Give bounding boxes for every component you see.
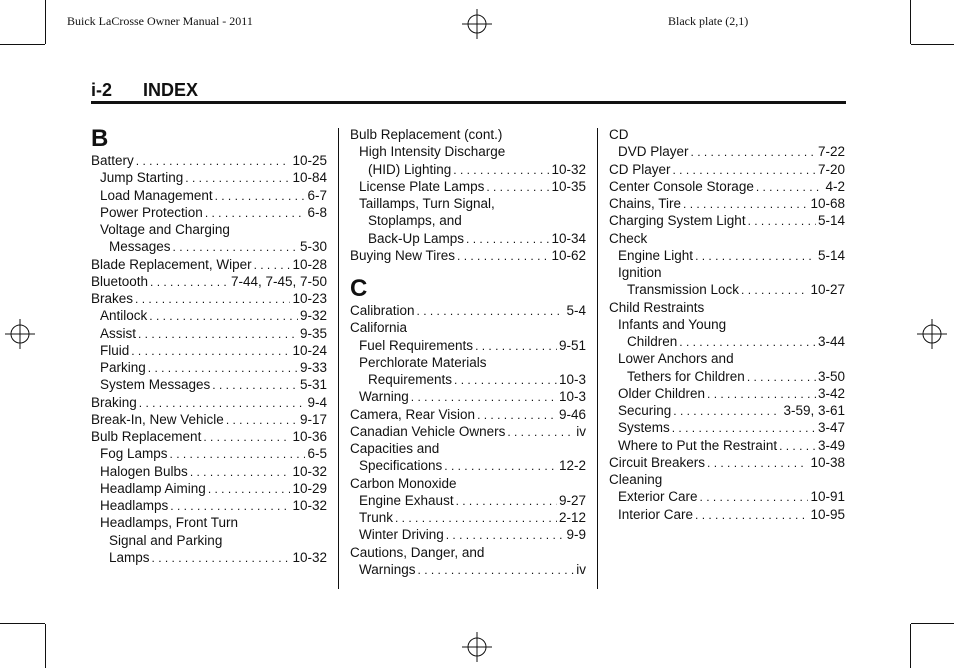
- index-page-ref: 10-25: [292, 153, 327, 168]
- index-term: Ignition: [618, 265, 662, 280]
- index-letter: C: [350, 275, 368, 302]
- index-term: Older Children: [618, 385, 706, 401]
- index-entry: [609, 299, 845, 316]
- dot-leader: [185, 170, 290, 187]
- index-entry: [350, 178, 586, 195]
- index-page-ref: 10-84: [292, 170, 327, 186]
- index-term: Headlamps: [100, 498, 169, 513]
- index-entry: [91, 394, 327, 411]
- index-term: Carbon Monoxide: [350, 475, 457, 491]
- index-page-ref: 10-23: [292, 291, 327, 306]
- dot-leader: [695, 248, 816, 265]
- index-entry: [350, 406, 586, 423]
- index-entry: [91, 342, 327, 359]
- index-entry: [350, 457, 586, 474]
- dot-leader: [477, 407, 557, 424]
- crop-mark: [45, 624, 46, 668]
- index-term: Taillamps, Turn Signal,: [359, 196, 495, 211]
- index-entry: [91, 290, 327, 307]
- index-term: System Messages: [100, 377, 211, 393]
- dot-leader: [215, 188, 306, 205]
- index-entry: [91, 307, 327, 324]
- dot-leader: [446, 527, 565, 544]
- dot-leader: [173, 239, 298, 256]
- index-entry: [350, 143, 586, 160]
- index-entry: [91, 238, 327, 255]
- index-term: Cleaning: [609, 472, 663, 487]
- index-entry: [91, 463, 327, 480]
- index-entry: [91, 273, 327, 290]
- index-page-ref: 10-32: [292, 498, 327, 513]
- index-entry: [609, 437, 845, 454]
- index-column-1: [91, 126, 327, 566]
- index-page-ref: 7-44, 7-45, 7-50: [230, 273, 327, 289]
- index-term: Antilock: [100, 308, 148, 324]
- index-entry: [609, 212, 845, 229]
- dot-leader: [756, 179, 824, 196]
- index-term: Infants and Young: [618, 316, 727, 332]
- index-entry: [609, 368, 845, 385]
- index-term: Fluid: [100, 342, 130, 358]
- column-divider: [597, 128, 598, 589]
- index-page-ref: 9-9: [566, 527, 586, 543]
- index-term: Break-In, New Vehicle: [91, 411, 224, 427]
- index-term: Assist: [100, 325, 137, 341]
- dot-leader: [453, 162, 549, 179]
- dot-leader: [208, 481, 291, 498]
- index-term: Load Management: [100, 187, 213, 203]
- index-page-ref: 10-32: [551, 161, 586, 177]
- index-entry: [609, 281, 845, 298]
- dot-leader: [779, 438, 816, 455]
- index-term: Back-Up Lamps: [368, 230, 465, 246]
- index-term: License Plate Lamps: [359, 178, 485, 194]
- index-entry: [91, 359, 327, 376]
- index-term: Camera, Rear Vision: [350, 406, 476, 422]
- index-term: Cautions, Danger, and: [350, 544, 485, 560]
- index-entry: [91, 169, 327, 186]
- dot-leader: [486, 179, 549, 196]
- dot-leader: [444, 458, 557, 475]
- dot-leader: [170, 498, 290, 515]
- index-entry: [609, 488, 845, 505]
- index-page-ref: 10-68: [810, 196, 845, 211]
- crop-mark: [0, 623, 45, 624]
- dot-leader: [466, 231, 549, 248]
- dot-leader: [673, 403, 781, 420]
- index-page-ref: 10-32: [292, 463, 327, 479]
- index-letter: B: [91, 125, 109, 152]
- index-term: Capacities and: [350, 441, 440, 456]
- index-entry: [91, 480, 327, 497]
- index-term: Children: [627, 334, 678, 349]
- index-page-ref: 3-42: [817, 385, 845, 401]
- dot-leader: [205, 205, 306, 222]
- index-page-ref: 12-2: [558, 458, 586, 474]
- index-page-ref: 10-28: [292, 256, 327, 272]
- crop-mark: [910, 624, 911, 668]
- dot-leader: [411, 389, 557, 406]
- dot-leader: [395, 510, 557, 527]
- dot-leader: [507, 424, 574, 441]
- dot-leader: [747, 369, 816, 386]
- index-entry: [91, 187, 327, 204]
- index-page-ref: 2-12: [558, 510, 586, 525]
- index-term: Systems: [618, 420, 670, 436]
- index-entry: [609, 385, 845, 402]
- index-page-ref: 3-50: [817, 368, 845, 384]
- index-page-ref: 7-20: [817, 161, 845, 177]
- index-term: Chains, Tire: [609, 196, 682, 211]
- index-page-ref: 9-51: [558, 337, 586, 353]
- dot-leader: [131, 343, 290, 360]
- index-entry: [91, 325, 327, 342]
- registration-mark-icon: [5, 319, 35, 349]
- index-term: Battery: [91, 153, 134, 168]
- index-entry: [609, 471, 845, 488]
- dot-leader: [135, 291, 290, 308]
- dot-leader: [149, 308, 298, 325]
- index-entry: [609, 247, 845, 264]
- index-term: Headlamps, Front Turn: [100, 515, 239, 531]
- dot-leader: [672, 420, 816, 437]
- dot-leader: [418, 562, 575, 579]
- index-term: Engine Light: [618, 247, 694, 263]
- index-term: Lamps: [109, 549, 150, 565]
- dot-leader: [683, 196, 808, 213]
- index-term: Canadian Vehicle Owners: [350, 423, 506, 439]
- crop-mark: [910, 0, 911, 44]
- index-page-ref: 5-14: [817, 247, 845, 263]
- index-entry: [350, 230, 586, 247]
- index-term: Warnings: [359, 561, 416, 577]
- index-term: (HID) Lighting: [368, 161, 452, 177]
- index-entry: [609, 350, 845, 367]
- registration-mark-icon: [462, 632, 492, 662]
- index-page-ref: 9-32: [299, 308, 327, 324]
- index-page-ref: 5-31: [299, 377, 327, 393]
- index-column-2: [350, 126, 586, 578]
- index-entry: [91, 532, 327, 549]
- index-page-ref: 3-44: [817, 334, 845, 349]
- index-entry: [609, 143, 845, 160]
- index-page-ref: 6-8: [307, 204, 327, 220]
- index-entry: [609, 126, 845, 143]
- registration-mark-icon: [917, 319, 947, 349]
- dot-leader: [417, 303, 565, 320]
- index-page-ref: 10-3: [558, 372, 586, 387]
- index-page-ref: 6-7: [307, 187, 327, 203]
- index-entry: [350, 337, 586, 354]
- dot-leader: [673, 162, 816, 179]
- dot-leader: [203, 429, 290, 446]
- index-term: Requirements: [368, 372, 453, 387]
- dot-leader: [695, 507, 808, 524]
- index-page-ref: 3-47: [817, 420, 845, 436]
- index-page-ref: 7-22: [817, 144, 845, 160]
- index-entry: [350, 212, 586, 229]
- index-page-ref: 5-14: [817, 213, 845, 229]
- dot-leader: [170, 446, 306, 463]
- index-term: Jump Starting: [100, 170, 184, 186]
- index-term: CD Player: [609, 161, 671, 177]
- dot-leader: [152, 550, 291, 567]
- dot-leader: [148, 360, 298, 377]
- index-page-ref: 10-36: [292, 429, 327, 444]
- dot-leader: [691, 144, 816, 161]
- index-entry: [91, 256, 327, 273]
- index-page-ref: 10-3: [558, 389, 586, 405]
- index-term: Perchlorate Materials: [359, 354, 487, 370]
- index-page-ref: 10-27: [810, 282, 845, 298]
- index-page-ref: 9-33: [299, 360, 327, 375]
- index-entry: [609, 454, 845, 471]
- index-term: Circuit Breakers: [609, 454, 706, 470]
- registration-mark-icon: [462, 9, 492, 39]
- index-entry: [350, 161, 586, 178]
- column-divider: [338, 128, 339, 589]
- index-page-ref: 9-35: [299, 325, 327, 341]
- index-term: Brakes: [91, 291, 134, 306]
- index-page-ref: iv: [576, 423, 586, 439]
- index-term: Winter Driving: [359, 527, 444, 543]
- dot-leader: [748, 213, 816, 230]
- dot-leader: [212, 377, 298, 394]
- index-term: Headlamp Aiming: [100, 480, 206, 496]
- index-entry: [91, 411, 327, 428]
- running-header-plate: Black plate (2,1): [668, 14, 749, 28]
- index-entry: [350, 526, 586, 543]
- index-entry: [350, 126, 586, 143]
- index-page-ref: 10-95: [810, 506, 845, 522]
- index-term: Child Restraints: [609, 299, 705, 315]
- index-entry: [91, 152, 327, 169]
- dot-leader: [707, 386, 816, 403]
- index-entry: [350, 509, 586, 526]
- index-page-ref: 9-27: [558, 492, 586, 508]
- index-term: Specifications: [359, 458, 443, 474]
- index-term: DVD Player: [618, 144, 689, 160]
- index-entry: [91, 497, 327, 514]
- dot-leader: [700, 489, 809, 506]
- index-term: Charging System Light: [609, 213, 746, 229]
- index-page-ref: iv: [576, 561, 586, 577]
- index-term: Check: [609, 230, 648, 246]
- dot-leader: [475, 338, 557, 355]
- index-term: Fuel Requirements: [359, 337, 474, 353]
- index-entry: [609, 402, 845, 419]
- index-term: Parking: [100, 360, 146, 375]
- dot-leader: [456, 493, 557, 510]
- index-entry: [91, 428, 327, 445]
- dot-leader: [457, 248, 549, 265]
- index-term: California: [350, 320, 408, 336]
- index-entry: [350, 544, 586, 561]
- index-page-ref: 9-17: [299, 411, 327, 427]
- index-term: Calibration: [350, 303, 415, 318]
- index-entry: [91, 445, 327, 462]
- index-entry: [609, 333, 845, 350]
- index-page-ref: 4-2: [825, 178, 845, 194]
- index-term: Securing: [618, 403, 672, 418]
- index-term: Power Protection: [100, 204, 203, 220]
- index-entry: [609, 195, 845, 212]
- crop-mark: [911, 44, 954, 45]
- dot-leader: [150, 274, 229, 291]
- index-page-ref: 10-24: [292, 342, 327, 358]
- index-page-ref: 9-4: [307, 394, 327, 410]
- index-entry: [350, 247, 586, 264]
- index-entry: [350, 319, 586, 336]
- index-term: Blade Replacement, Wiper: [91, 256, 252, 272]
- index-entry: [91, 549, 327, 566]
- dot-leader: [190, 464, 291, 481]
- index-page-ref: 10-35: [551, 178, 586, 194]
- index-page-ref: 10-62: [551, 247, 586, 263]
- index-term: Braking: [91, 394, 137, 410]
- dot-leader: [136, 153, 291, 170]
- index-term: High Intensity Discharge: [359, 144, 506, 160]
- index-term: Exterior Care: [618, 489, 698, 505]
- dot-leader: [138, 326, 298, 343]
- index-term: Interior Care: [618, 506, 694, 522]
- index-entry: [350, 423, 586, 440]
- index-entry: [609, 419, 845, 436]
- index-page-ref: 3-49: [817, 437, 845, 453]
- index-entry: [350, 354, 586, 371]
- index-entry: [91, 221, 327, 238]
- index-term: CD: [609, 127, 629, 142]
- index-page-ref: 10-32: [292, 549, 327, 565]
- index-term: Fog Lamps: [100, 446, 168, 462]
- crop-mark: [0, 44, 45, 45]
- index-term: Voltage and Charging: [100, 222, 230, 237]
- index-column-3: [609, 126, 845, 523]
- index-entry: [609, 264, 845, 281]
- index-term: Bluetooth: [91, 273, 149, 289]
- dot-leader: [454, 372, 557, 389]
- index-entry: [350, 492, 586, 509]
- index-term: Halogen Bulbs: [100, 463, 188, 479]
- crop-mark: [911, 623, 954, 624]
- crop-mark: [45, 0, 46, 44]
- index-term: Where to Put the Restraint: [618, 437, 778, 453]
- index-entry: [350, 475, 586, 492]
- index-entry: [91, 514, 327, 531]
- index-page-ref: 6-5: [307, 446, 327, 462]
- index-page-ref: 9-46: [558, 406, 586, 422]
- page-number: i-2: [91, 80, 113, 100]
- index-entry: [350, 388, 586, 405]
- index-page-ref: 10-91: [810, 489, 845, 505]
- index-entry: [350, 440, 586, 457]
- dot-leader: [226, 412, 298, 429]
- index-term: Bulb Replacement: [91, 429, 202, 444]
- index-page-ref: 10-29: [292, 480, 327, 496]
- index-term: Bulb Replacement (cont.): [350, 127, 503, 142]
- index-entry: [91, 204, 327, 221]
- index-term: Tethers for Children: [627, 368, 745, 384]
- index-term: Signal and Parking: [109, 532, 223, 548]
- index-page-ref: 3-59, 3-61: [783, 403, 845, 418]
- index-page-ref: 10-34: [551, 230, 586, 246]
- index-term: Transmission Lock: [627, 282, 740, 298]
- page-title: INDEX: [143, 80, 199, 100]
- index-term: Lower Anchors and: [618, 351, 734, 367]
- index-page-ref: 5-30: [299, 239, 327, 255]
- page-heading: [91, 80, 198, 101]
- dot-leader: [707, 455, 808, 472]
- heading-rule: [91, 101, 846, 104]
- index-entry: [609, 316, 845, 333]
- index-page-ref: 5-4: [566, 303, 586, 318]
- dot-leader: [139, 395, 306, 412]
- index-page-ref: 10-38: [810, 454, 845, 470]
- dot-leader: [254, 257, 291, 274]
- index-entry: [609, 506, 845, 523]
- index-entry: [350, 561, 586, 578]
- index-term: Buying New Tires: [350, 247, 456, 263]
- index-term: Warning: [359, 389, 409, 405]
- index-term: Messages: [109, 239, 171, 255]
- index-entry: [350, 371, 586, 388]
- index-term: Stoplamps, and: [368, 213, 462, 229]
- running-header-title: Buick LaCrosse Owner Manual - 2011: [67, 14, 253, 28]
- index-entry: [350, 195, 586, 212]
- index-term: Engine Exhaust: [359, 492, 454, 508]
- index-term: Center Console Storage: [609, 178, 754, 194]
- dot-leader: [741, 282, 808, 299]
- index-entry: [350, 302, 586, 319]
- index-entry: [609, 178, 845, 195]
- index-entry: [91, 376, 327, 393]
- index-term: Trunk: [359, 510, 394, 525]
- index-entry: [609, 161, 845, 178]
- index-entry: [609, 230, 845, 247]
- dot-leader: [679, 334, 816, 351]
